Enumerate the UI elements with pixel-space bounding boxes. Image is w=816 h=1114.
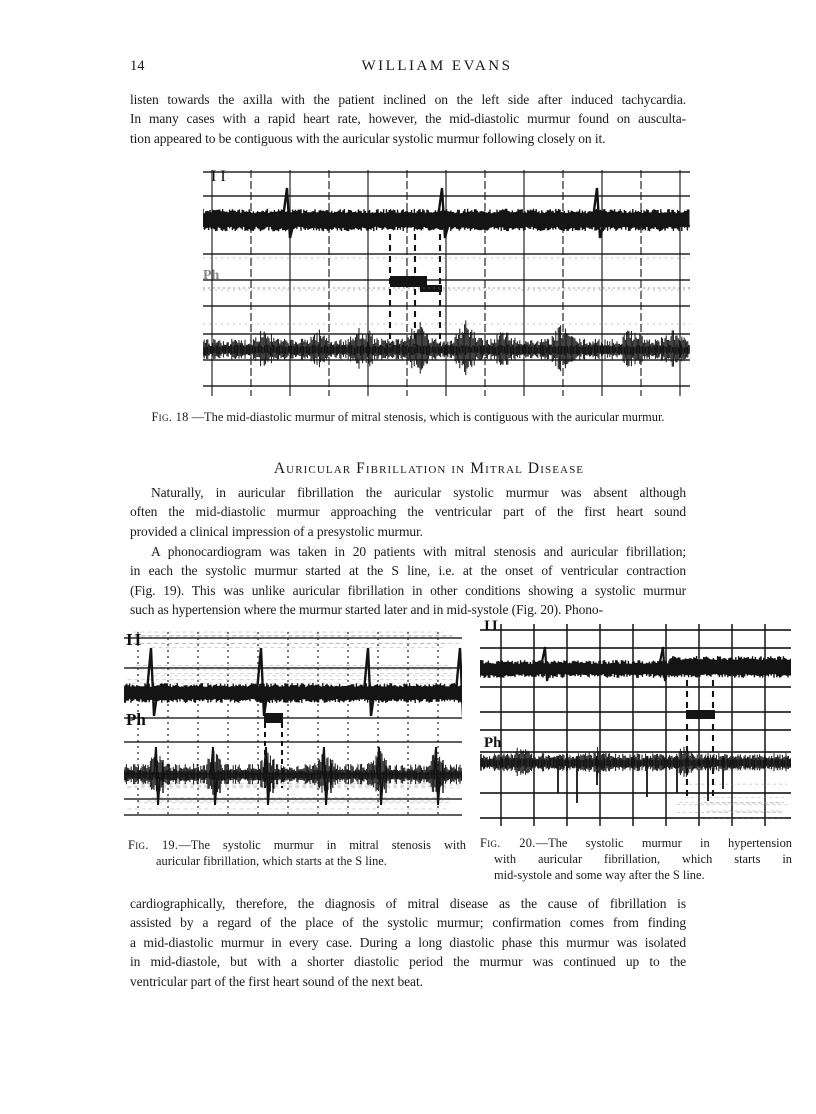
fig20-caption-label: Fig. 20. [480, 836, 536, 850]
running-title: WILLIAM EVANS [361, 58, 513, 74]
figure-18-phonocardiogram [203, 170, 690, 400]
fig20-caption-line2: with auricular fibrillation, which starts in [494, 851, 792, 866]
fig18-caption-label: Fig. 18 [151, 410, 189, 424]
fig20-phono-label: Ph [484, 735, 502, 751]
fig18-lead-ii-label: II [211, 168, 230, 185]
page-header [130, 58, 686, 78]
fig19-phono-label: Ph [126, 710, 146, 729]
fig19-caption-line2: auricular fibrillation, which starts at the S line. [156, 853, 387, 868]
fig19-caption-line1 [128, 838, 466, 854]
figure-18-caption [130, 410, 686, 426]
page-number: 14 [130, 58, 145, 74]
paragraph-1: listen towards the axilla with the patient inclined on the left side after induced tachycardia. In many cases with a rapid heart rate, however, the mid-diastolic murmur found on ausculta- tion appeared to be contiguous with the auricular systolic murmur following closely on it. [130, 92, 686, 146]
fig20-lead-ii-label: II [484, 618, 500, 634]
fig18-phono-label: Ph [203, 268, 220, 283]
figure-19-caption [128, 838, 466, 870]
fig18-caption-text: —The mid-diastolic murmur of mitral stenosis, which is contiguous with the auricular murmur. [188, 410, 665, 424]
fig19-lead-ii-label: II [126, 630, 144, 649]
figure-19-phonocardiogram [124, 628, 462, 818]
fig19-caption-label: Fig. 19. [128, 838, 179, 852]
fig19-caption-text: —The systolic murmur in mitral stenosis with [178, 838, 466, 852]
fig20-trace-graphic [480, 616, 791, 828]
fig19-trace-graphic [124, 628, 462, 818]
section-heading: Auricular Fibrillation in Mitral Disease [273, 460, 585, 477]
paragraph-2: Naturally, in auricular fibrillation the auricular systolic murmur was absent although often the mid-diastolic murmur approaching the ventricular part of the first heart sound provided a clinical impression of a presystolic murmur. [130, 485, 686, 539]
fig20-caption-line3: mid-systole and some way after the S line. [494, 867, 705, 882]
paragraph-3: A phonocardiogram was taken in 20 patients with mitral stenosis and auricular fibrillation; in each the systolic murmur started at the S line, i.e. at the onset of ventricular contraction (Fig. 19). This was unlike auricular fibrillation in other conditions showing a systolic murmur such as hypertension where the murmur started later and in mid-systole (Fig. 20). Phono- [130, 544, 686, 618]
fig20-caption-line1 [480, 836, 792, 852]
figure-20-caption [480, 836, 792, 883]
fig18-trace-graphic [203, 170, 690, 400]
figure-20-phonocardiogram [480, 616, 791, 828]
paragraph-4: cardiographically, therefore, the diagnosis of mitral disease as the cause of fibrillation is assisted by a regard of the place of the systolic murmur; confirmation comes from finding a mid-diastolic murmur in every case. During a long diastolic phase this murmur was isolated in mid-diastole, but with a shorter diastolic period the murmur was continued up to the ventricular part of the first heart sound of the next beat. [130, 896, 686, 989]
fig20-caption-text: —The systolic murmur in hypertension [535, 836, 792, 850]
